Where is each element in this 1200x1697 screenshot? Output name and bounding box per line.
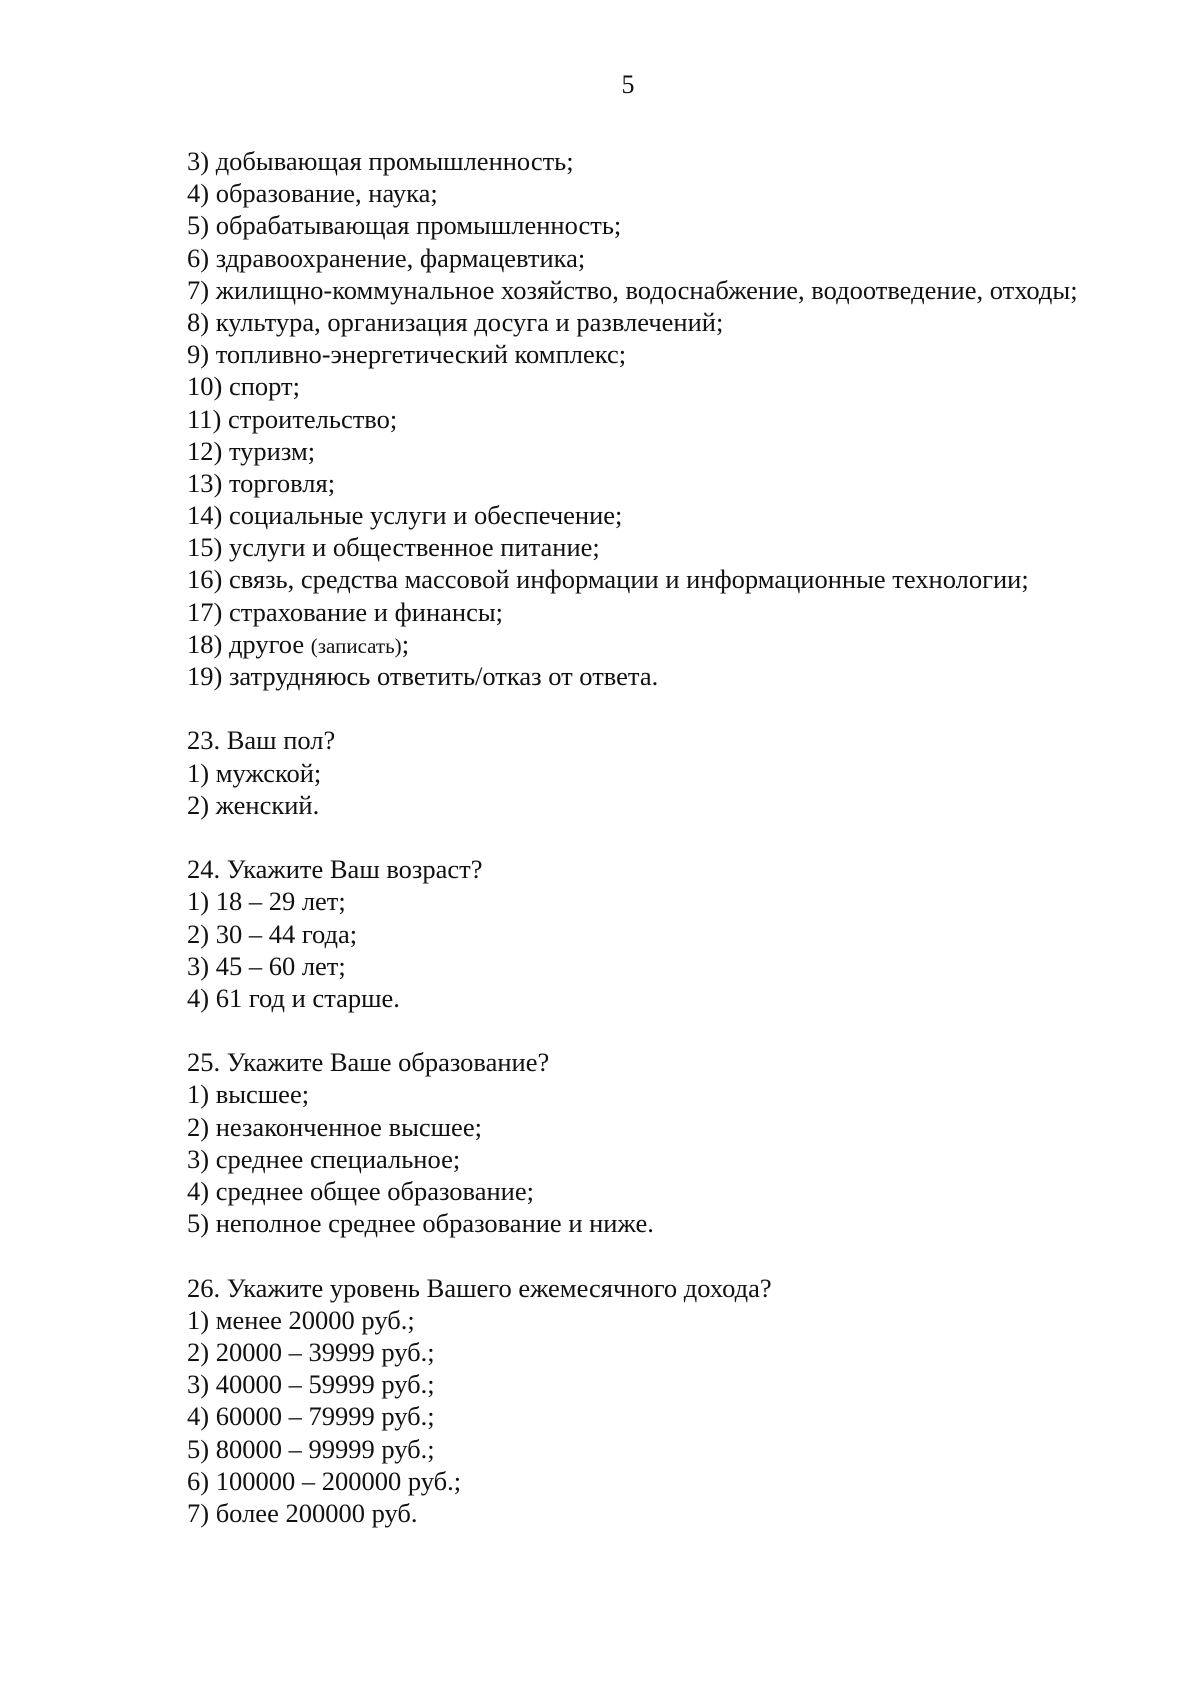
spacer <box>187 692 1177 724</box>
list-item: 5) обрабатывающая промышленность; <box>187 210 622 241</box>
question-title: 23. Ваш пол? <box>187 725 336 756</box>
list-item: 8) культура, организация досуга и развлечений; <box>187 306 724 337</box>
list-item: 6) здравоохранение, фармацевтика; <box>187 242 586 273</box>
list-item: 19) затрудняюсь ответить/отказ от ответа. <box>187 661 659 691</box>
list-item: 12) туризм; <box>187 435 316 466</box>
answer-option: 1) мужской; <box>187 757 322 788</box>
list-item: 17) страхование и финансы; <box>187 596 504 627</box>
question-title: 24. Укажите Ваш возраст? <box>187 854 483 885</box>
answer-option: 6) 100000 – 200000 руб.; <box>187 1465 462 1496</box>
list-item-note: (записать) <box>310 633 402 658</box>
list-item-end: ; <box>401 628 410 659</box>
answer-option: 5) 80000 – 99999 руб.; <box>187 1433 435 1464</box>
answer-option: 3) 45 – 60 лет; <box>187 950 346 981</box>
list-item <box>187 628 1177 660</box>
question-24 <box>187 853 1177 1014</box>
answer-option: 1) 18 – 29 лет; <box>187 886 346 917</box>
list-item: 15) услуги и общественное питание; <box>187 532 600 563</box>
answer-option: 3) среднее специальное; <box>187 1143 461 1174</box>
answer-option: 2) 30 – 44 года; <box>187 918 358 949</box>
list-item: 13) торговля; <box>187 467 336 498</box>
list-item: 7) жилищно-коммунальное хозяйство, водоснабжение, водоотведение, отходы; <box>187 274 1078 305</box>
question-25 <box>187 1046 1177 1239</box>
question-title: 26. Укажите уровень Вашего ежемесячного дохода? <box>187 1272 772 1303</box>
answer-option: 1) менее 20000 руб.; <box>187 1304 415 1335</box>
question-title: 25. Укажите Ваше образование? <box>187 1047 550 1078</box>
answer-option: 5) неполное среднее образование и ниже. <box>187 1208 654 1239</box>
list-item: 4) образование, наука; <box>187 178 438 209</box>
spacer <box>187 821 1177 853</box>
answer-option: 2) 20000 – 39999 руб.; <box>187 1336 435 1367</box>
list-item: 9) топливно-энергетический комплекс; <box>187 339 627 370</box>
spacer <box>187 1239 1177 1271</box>
answer-option: 2) незаконченное высшее; <box>187 1111 482 1142</box>
list-item: 3) добывающая промышленность; <box>187 146 574 176</box>
list-item: 16) связь, средства массовой информации и информационные технологии; <box>187 564 1029 595</box>
list-item: 14) социальные услуги и обеспечение; <box>187 500 623 531</box>
answer-option: 3) 40000 – 59999 руб.; <box>187 1369 435 1400</box>
continued-answer-list <box>187 145 1177 692</box>
list-item: 10) спорт; <box>187 371 300 402</box>
answer-option: 4) 61 год и старше. <box>187 982 400 1013</box>
document-body <box>187 145 1177 1529</box>
answer-option: 1) высшее; <box>187 1079 310 1110</box>
question-23 <box>187 724 1177 821</box>
spacer <box>187 1014 1177 1046</box>
answer-option: 7) более 200000 руб. <box>187 1497 418 1528</box>
answer-option: 4) 60000 – 79999 руб.; <box>187 1401 435 1432</box>
list-item: 11) строительство; <box>187 403 398 434</box>
answer-option: 4) среднее общее образование; <box>187 1176 534 1206</box>
list-item-text: 18) другое <box>187 628 311 659</box>
question-26 <box>187 1272 1177 1530</box>
page-number: 5 <box>621 70 635 99</box>
answer-option: 2) женский. <box>187 789 320 820</box>
